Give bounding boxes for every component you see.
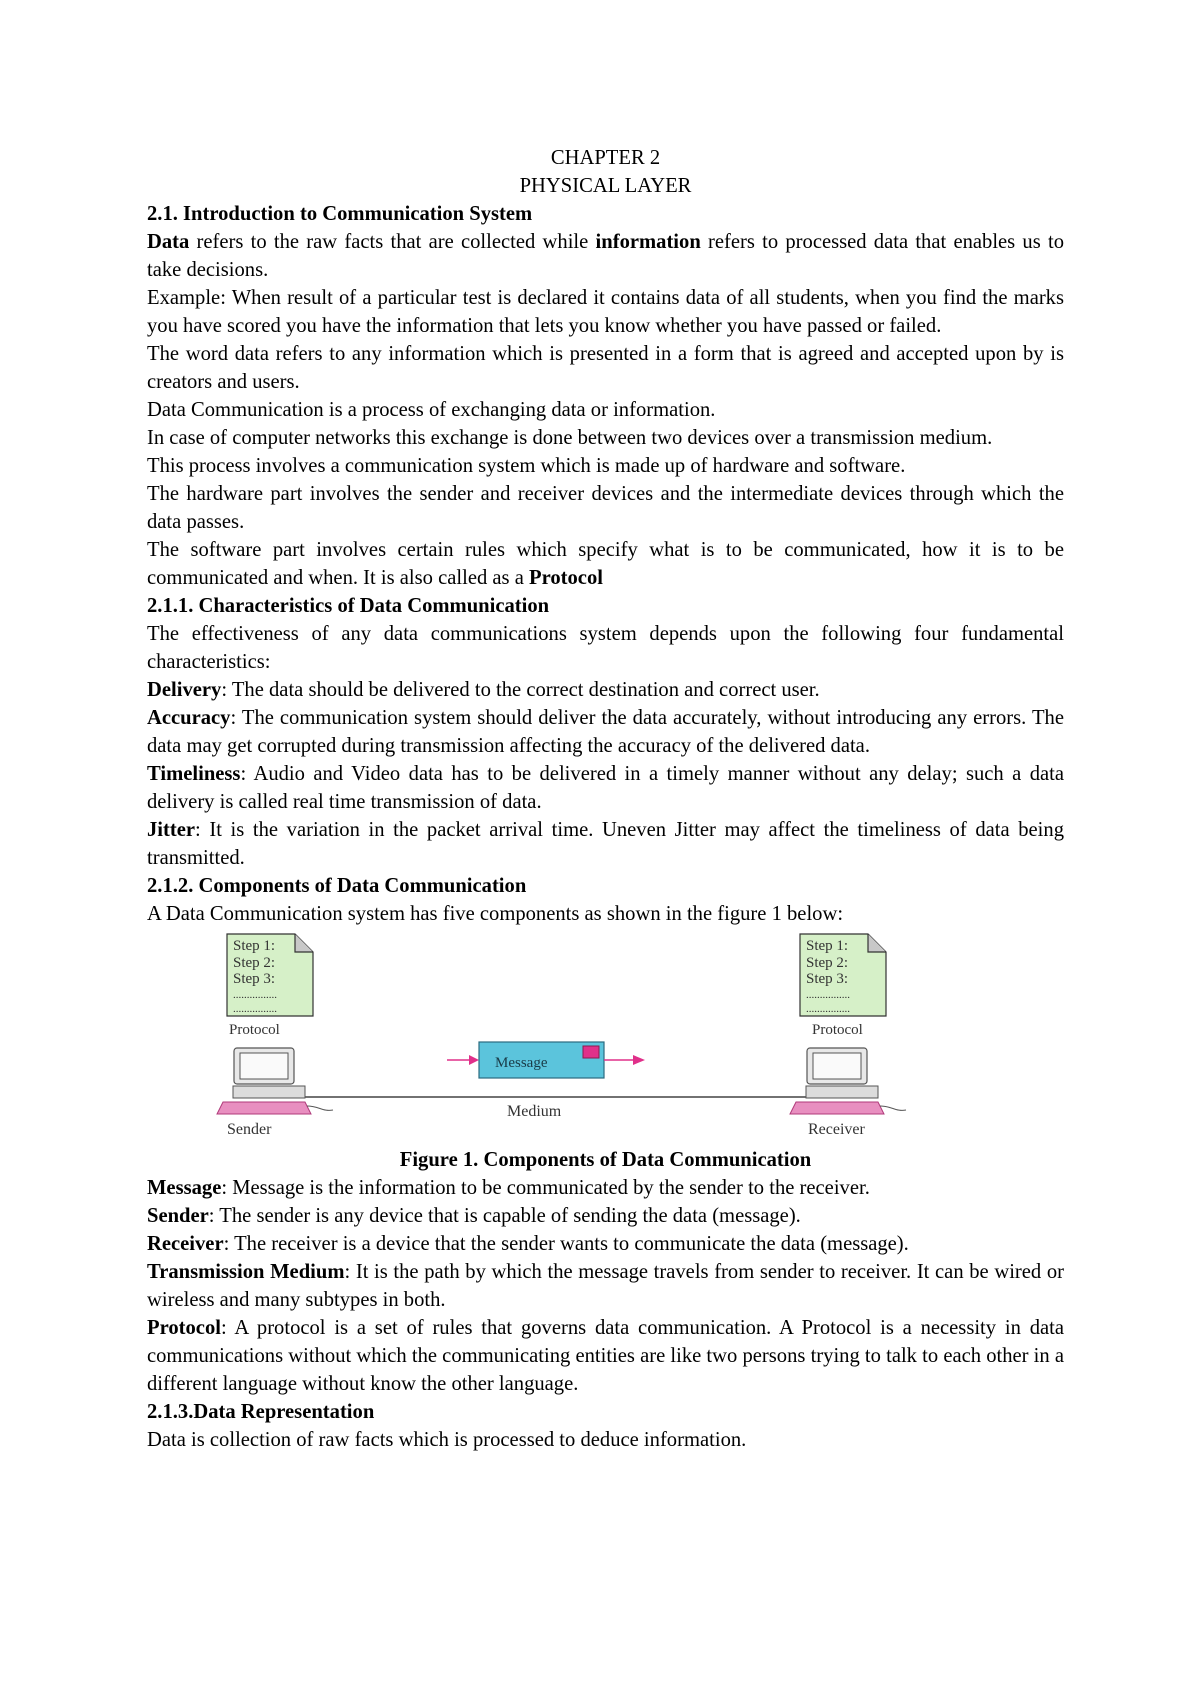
paragraph: A Data Communication system has five components as shown in the figure 1 below: — [147, 903, 844, 925]
medium-label: Medium — [507, 1103, 562, 1120]
term: Protocol — [147, 1317, 221, 1339]
receiver-protocol-document — [800, 934, 886, 1038]
text-run: : The communication system should deliver the data accurately, without introducing any errors. The data may get corrupted during transmission affecting the accuracy of the delivered data. — [147, 707, 1064, 757]
term: Timeliness — [147, 763, 241, 785]
receiver-label: Receiver — [808, 1121, 865, 1138]
text-run: : Message is the information to be communicated by the sender to the receiver. — [221, 1177, 870, 1199]
section-heading-2-1-2: 2.1.2. Components of Data Communication — [147, 875, 527, 897]
term: Transmission Medium — [147, 1261, 345, 1283]
chapter-number: CHAPTER 2 — [550, 147, 661, 169]
components-diagram — [147, 930, 1064, 1144]
text-run: refers to the raw facts that are collected while — [189, 231, 596, 253]
text-run: : The receiver is a device that the sender wants to communicate the data (message). — [223, 1233, 909, 1255]
component-item — [147, 1174, 1064, 1202]
paragraph: The word data refers to any information which is presented in a form that is agreed and accepted upon by is creators and users. — [147, 343, 1064, 393]
chapter-title: PHYSICAL LAYER — [519, 175, 692, 197]
text-run: The software part involves certain rules which specify what is to be communicated, how it is to be communicated and when. It is also called as a — [147, 539, 1064, 589]
message-box — [447, 1042, 645, 1078]
step-2-label: Step 2: — [806, 955, 849, 971]
dots: ................ — [233, 1003, 277, 1015]
sender-label: Sender — [227, 1121, 272, 1138]
step-3-label: Step 3: — [233, 971, 276, 987]
term: Receiver — [147, 1233, 224, 1255]
paragraph: Data Communication is a process of exchanging data or information. — [147, 399, 716, 421]
paragraph: Example: When result of a particular test is declared it contains data of all students, when you find the marks you have scored you have the information that lets you know whether you have passed or failed. — [147, 287, 1064, 337]
term: Accuracy — [147, 707, 231, 729]
component-item — [147, 1314, 1064, 1398]
message-flag — [583, 1046, 599, 1058]
components-figure — [147, 930, 1064, 1144]
paragraph: Data is collection of raw facts which is processed to deduce information. — [147, 1429, 747, 1451]
sender-computer-icon — [217, 1048, 333, 1138]
paragraph: This process involves a communication system which is made up of hardware and software. — [147, 455, 906, 477]
text-run: : The sender is any device that is capable of sending the data (message). — [208, 1205, 801, 1227]
step-1-label: Step 1: — [233, 938, 276, 954]
text-run: : A protocol is a set of rules that governs data communication. A Protocol is a necessity in data communications without which the communicating entities are like two persons trying to talk to each other in a different language without know the other language. — [147, 1317, 1064, 1395]
dots: ................ — [806, 1003, 850, 1015]
term: Sender — [147, 1205, 209, 1227]
paragraph — [147, 536, 1064, 592]
term-data: Data — [147, 231, 190, 253]
term-information: information — [595, 231, 701, 253]
paragraph — [147, 228, 1064, 284]
sender-protocol-document — [227, 934, 313, 1038]
protocol-label: Protocol — [812, 1022, 863, 1038]
term: Delivery — [147, 679, 222, 701]
characteristic-item — [147, 676, 1064, 704]
component-item — [147, 1202, 1064, 1230]
text-run: : The data should be delivered to the correct destination and correct user. — [221, 679, 820, 701]
paragraph: The effectiveness of any data communications system depends upon the following four fundamental characteristics: — [147, 623, 1064, 673]
text-run: : It is the path by which the message travels from sender to receiver. It can be wired or wireless and many subtypes in both. — [147, 1261, 1064, 1311]
document-page — [147, 144, 1064, 1454]
component-item — [147, 1230, 1064, 1258]
receiver-computer-icon — [790, 1048, 906, 1138]
term: Jitter — [147, 819, 196, 841]
section-heading-2-1-1: 2.1.1. Characteristics of Data Communication — [147, 595, 550, 617]
step-1-label: Step 1: — [806, 938, 849, 954]
characteristic-item — [147, 704, 1064, 760]
characteristic-item — [147, 816, 1064, 872]
component-item — [147, 1258, 1064, 1314]
message-label: Message — [495, 1055, 548, 1071]
paragraph: The hardware part involves the sender and receiver devices and the intermediate devices through which the data passes. — [147, 483, 1064, 533]
step-3-label: Step 3: — [806, 971, 849, 987]
protocol-label: Protocol — [229, 1022, 280, 1038]
paragraph: In case of computer networks this exchange is done between two devices over a transmission medium. — [147, 427, 993, 449]
text-run: refers to processed data that enables us to take decisions. — [147, 231, 1064, 281]
characteristic-item — [147, 760, 1064, 816]
term-protocol: Protocol — [529, 567, 603, 589]
step-2-label: Step 2: — [233, 955, 276, 971]
section-heading-2-1-3: 2.1.3.Data Representation — [147, 1401, 375, 1423]
figure-caption: Figure 1. Components of Data Communication — [399, 1149, 812, 1171]
term: Message — [147, 1177, 222, 1199]
dots: ................ — [233, 989, 277, 1001]
dots: ................ — [806, 989, 850, 1001]
text-run: : It is the variation in the packet arrival time. Uneven Jitter may affect the timeliness of data being transmitted. — [147, 819, 1064, 869]
text-run: : Audio and Video data has to be delivered in a timely manner without any delay; such a data delivery is called real time transmission of data. — [147, 763, 1064, 813]
section-heading-2-1: 2.1. Introduction to Communication System — [147, 203, 533, 225]
